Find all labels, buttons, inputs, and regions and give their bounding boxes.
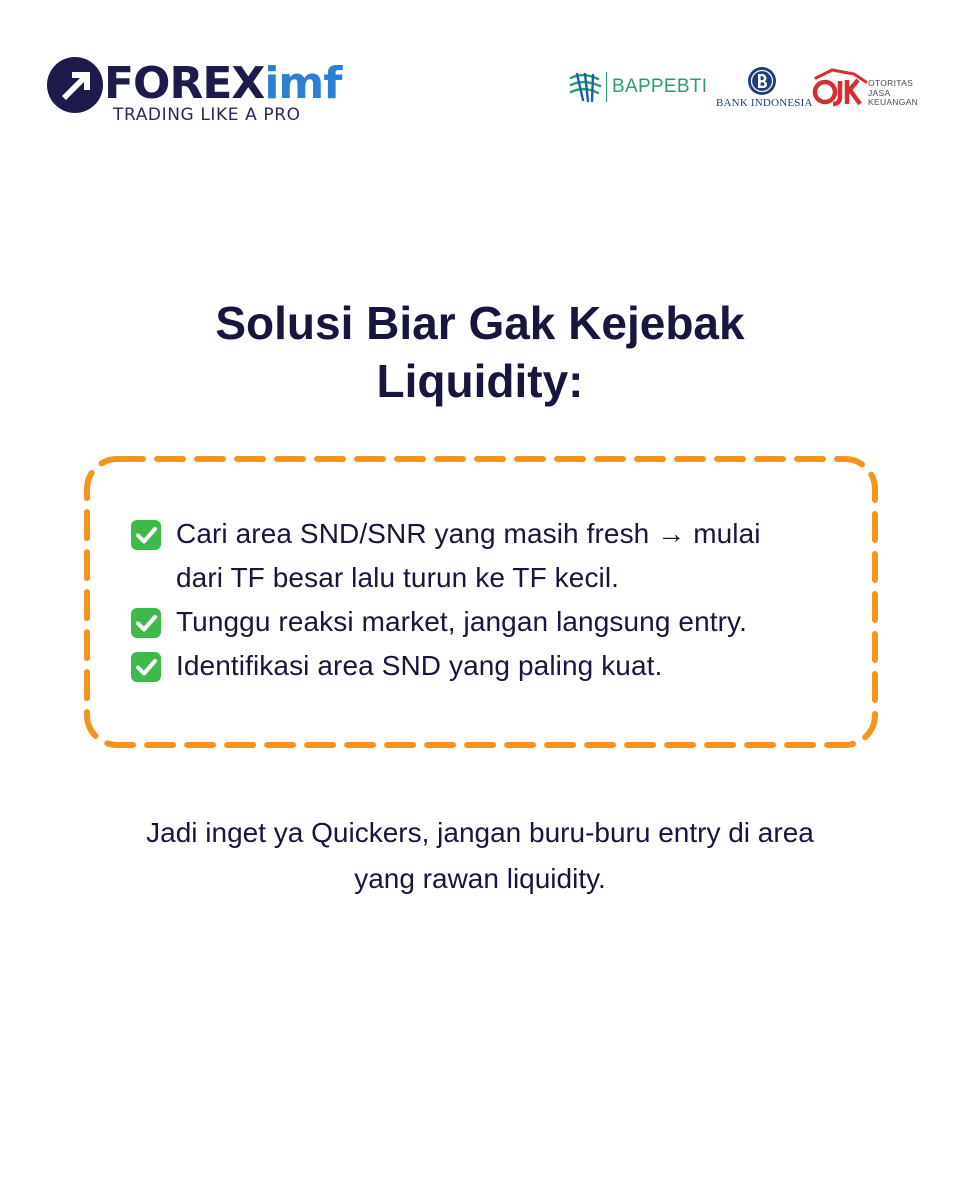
tips-list (130, 512, 850, 688)
brand-tagline: TRADING LIKE A PRO (113, 105, 301, 125)
ojk-label-line: JASA (868, 87, 891, 98)
ojk-label (868, 79, 918, 108)
ojk-label-line: KEUANGAN (868, 97, 919, 107)
closing-note-line: yang rawan liquidity. (354, 863, 606, 894)
ojk-logo (812, 66, 918, 110)
ojk-mark-icon (812, 68, 868, 108)
bank-indonesia-logo (716, 66, 813, 112)
brand-name (104, 58, 341, 110)
page-title (0, 294, 960, 410)
ojk-label-line: OTORITAS (868, 78, 914, 88)
check-mark-icon (130, 607, 162, 639)
bank-indonesia-label: BANK INDONESIA (716, 97, 813, 109)
bappebti-label: BAPPEBTI (612, 76, 708, 97)
bappebti-logo (568, 68, 710, 108)
brand-name-accent: imf (264, 58, 342, 109)
tip-text-line: dari TF besar lalu turun ke TF kecil. (176, 562, 620, 593)
tip-text-line: Tunggu reaksi market, jangan langsung entry. (176, 606, 747, 637)
check-mark-icon (130, 651, 162, 683)
bappebti-divider (606, 72, 607, 102)
bank-indonesia-seal-icon (747, 66, 777, 96)
check-mark-icon (130, 519, 162, 551)
list-item (130, 644, 850, 688)
brand-name-main: FOREX (104, 58, 265, 109)
page-title-line: Liquidity: (376, 355, 584, 407)
brand-logo (46, 56, 342, 128)
closing-note (0, 810, 960, 902)
page-title-line: Solusi Biar Gak Kejebak (215, 297, 745, 349)
list-item (130, 600, 850, 644)
list-item (130, 512, 850, 600)
bappebti-icon (568, 70, 604, 104)
tip-text-line: Cari area SND/SNR yang masih fresh → mulai (176, 518, 761, 549)
closing-note-line: Jadi inget ya Quickers, jangan buru-buru entry di area (146, 817, 814, 848)
tips-box (84, 456, 878, 748)
tip-text-line: Identifikasi area SND yang paling kuat. (176, 650, 663, 681)
arrow-up-right-circle-icon (46, 56, 104, 114)
